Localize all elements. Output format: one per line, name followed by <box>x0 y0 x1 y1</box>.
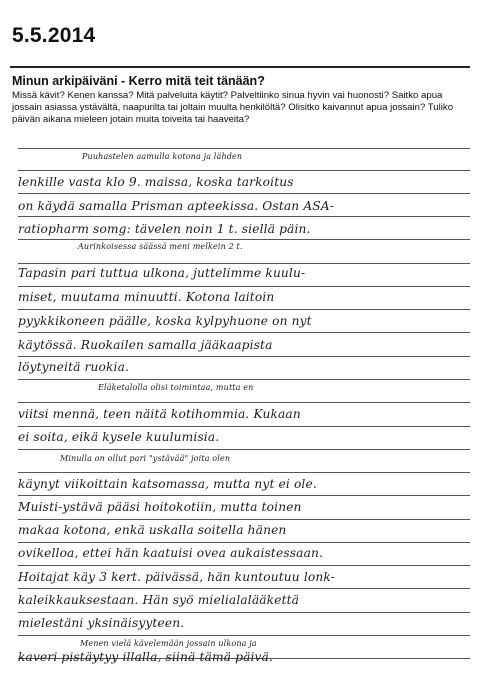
ruled-line <box>18 565 470 566</box>
handwritten-line: käynyt viikoittain katsomassa, mutta nyt ei ole. <box>18 477 317 491</box>
ruled-line <box>18 612 470 613</box>
handwritten-line: makaa kotona, enkä uskalla soitella hänen <box>18 523 287 537</box>
handwritten-line: ratiopharm somg: tävelen noin 1 t. siellä päin. <box>18 222 311 236</box>
handwritten-line: viitsi mennä, teen näitä kotihommia. Kukaan <box>18 407 301 421</box>
handwritten-line: Menen vielä kävelemään jossain ulkona ja <box>80 639 257 648</box>
handwritten-line: lenkille vasta klo 9. maissa, koska tarkoitus <box>18 175 294 189</box>
ruled-line <box>18 193 470 194</box>
ruled-line <box>18 379 470 380</box>
handwritten-line: ei soita, eikä kysele kuulumisia. <box>18 430 220 444</box>
ruled-line <box>18 635 470 636</box>
prompt-text: Missä kävit? Kenen kanssa? Mitä palveluita käytit? Palveltiinko sinua hyvin vai huonosti? Saitko apua jossain asiassa ystävältä, naapurilta tai joltain muulta henkilöltä? Olisitko kaivannut apua jossain? Tuliko päivän aikana mieleen jotain muita toiveita tai haaveita? <box>12 90 454 125</box>
ruled-line <box>18 148 470 149</box>
ruled-line <box>18 449 470 450</box>
ruled-line <box>18 263 470 264</box>
ruled-line <box>18 309 470 310</box>
handwritten-line: kaveri pistäytyy illalla, siinä tämä päivä. <box>18 650 274 664</box>
handwritten-line: Hoitajat käy 3 kert. päivässä, hän kuntoutuu lonk- <box>18 570 335 584</box>
handwritten-line: löytyneitä ruokia. <box>18 360 130 374</box>
handwritten-entry <box>18 130 470 670</box>
ruled-line <box>18 286 470 287</box>
ruled-line <box>18 542 470 543</box>
ruled-line <box>18 472 470 473</box>
handwritten-line: Muisti-ystävä pääsi hoitokotiin, mutta toinen <box>18 500 302 514</box>
handwritten-line: mielestäni yksinäisyyteen. <box>18 616 185 630</box>
ruled-line <box>18 216 470 217</box>
ruled-line <box>18 402 470 403</box>
handwritten-line: Tapasin pari tuttua ulkona, juttelimme kuulu- <box>18 266 306 280</box>
handwritten-line: Puuhastelen aamulla kotona ja lähden <box>82 152 243 161</box>
ruled-line <box>18 332 470 333</box>
ruled-line <box>18 170 470 171</box>
handwritten-line: Aurinkoisessa säässä meni melkein 2 t. <box>78 242 243 251</box>
section-heading: Minun arkipäiväni - Kerro mitä teit tänään? <box>12 74 265 88</box>
handwritten-line: Minulla on ollut pari "ystävää" joita olen <box>60 454 231 463</box>
ruled-line <box>18 239 470 240</box>
page-date: 5.5.2014 <box>12 24 96 47</box>
handwritten-line: ovikelloa, ettei hän kaatuisi ovea aukaistessaan. <box>18 546 324 560</box>
ruled-line <box>18 426 470 427</box>
handwritten-line: Eläketalolla olisi toimintaa, mutta en <box>98 383 254 392</box>
header-divider <box>10 66 470 68</box>
handwritten-line: kaleikkauksestaan. Hän syö mielialalääkettä <box>18 593 300 607</box>
handwritten-line: miset, muutama minuutti. Kotona laitoin <box>18 290 275 304</box>
ruled-line <box>18 495 470 496</box>
ruled-line <box>18 519 470 520</box>
ruled-line <box>18 588 470 589</box>
handwritten-line: pyykkikoneen päälle, koska kylpyhuone on nyt <box>18 314 312 328</box>
handwritten-line: käytössä. Ruokailen samalla jääkaapista <box>18 338 273 352</box>
ruled-line <box>18 356 470 357</box>
handwritten-line: on käydä samalla Prisman apteekissa. Ostan ASA- <box>18 199 334 213</box>
